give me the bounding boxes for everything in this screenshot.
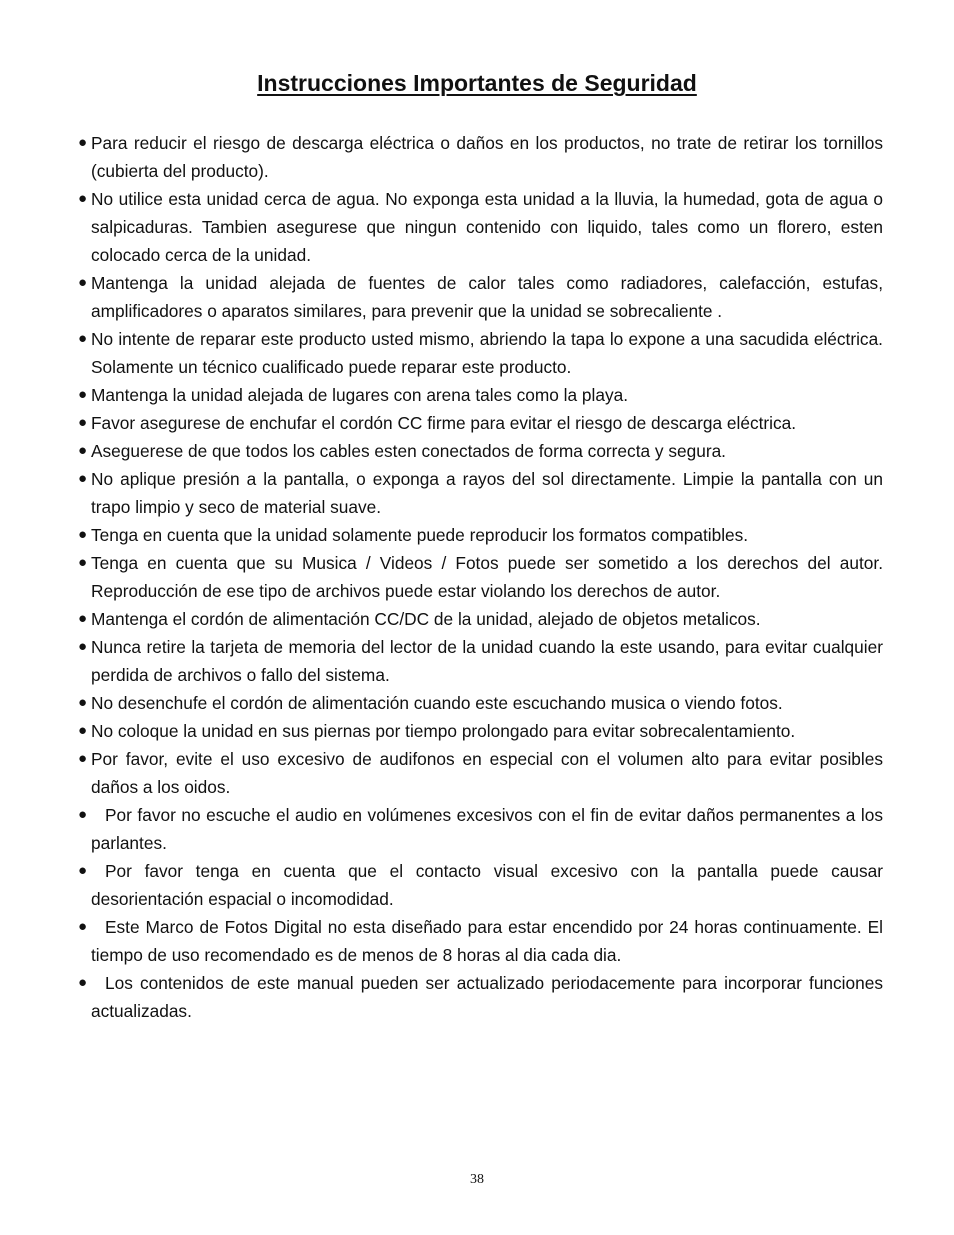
- bullet-icon: ●: [78, 862, 88, 879]
- bullet-icon: ●: [78, 274, 88, 291]
- bullet-icon: ●: [78, 610, 88, 627]
- list-item-text: Por favor tenga en cuenta que el contacto visual excesivo con la pantalla puede causar desorientación espacial o incomodidad.: [91, 861, 883, 909]
- bullet-icon: ●: [78, 414, 88, 431]
- list-item-text: No utilice esta unidad cerca de agua. No exponga esta unidad a la lluvia, la humedad, gota de agua o salpicaduras. Tambien asegurese que ningun contenido con liquido, tales como un florero, esten colocado cerca de la unidad.: [91, 189, 883, 265]
- list-item-text: No intente de reparar este producto usted mismo, abriendo la tapa lo expone a una sacudida eléctrica. Solamente un técnico cualificado puede reparar este producto.: [91, 329, 883, 377]
- list-item: [78, 325, 883, 381]
- list-item-text: Este Marco de Fotos Digital no esta diseñado para estar encendido por 24 horas continuamente. El tiempo de uso recomendado es de menos de 8 horas al dia cada dia.: [91, 917, 883, 965]
- list-item-text: No coloque la unidad en sus piernas por tiempo prolongado para evitar sobrecalentamiento.: [91, 721, 796, 741]
- list-item-text: No aplique presión a la pantalla, o exponga a rayos del sol directamente. Limpie la pantalla con un trapo limpio y seco de material suave.: [91, 469, 883, 517]
- bullet-icon: ●: [78, 806, 88, 823]
- bullet-icon: ●: [78, 470, 88, 487]
- list-item-text: Favor asegurese de enchufar el cordón CC firme para evitar el riesgo de descarga eléctrica.: [91, 413, 797, 433]
- list-item: [78, 633, 883, 689]
- list-item: [78, 969, 883, 1025]
- list-item: [78, 689, 883, 717]
- list-item-text: Tenga en cuenta que su Musica / Videos / Fotos puede ser sometido a los derechos del autor. Reproducción de ese tipo de archivos puede estar violando los derechos de autor.: [91, 553, 883, 601]
- bullet-icon: ●: [78, 526, 88, 543]
- bullet-icon: ●: [78, 442, 88, 459]
- list-item: [78, 185, 883, 269]
- bullet-icon: ●: [78, 134, 88, 151]
- list-item: [78, 605, 883, 633]
- list-item: [78, 857, 883, 913]
- list-item-text: Tenga en cuenta que la unidad solamente puede reproducir los formatos compatibles.: [91, 525, 749, 545]
- list-item: [78, 129, 883, 185]
- list-item-text: No desenchufe el cordón de alimentación cuando este escuchando musica o viendo fotos.: [91, 693, 783, 713]
- bullet-icon: ●: [78, 918, 88, 935]
- list-item-text: Mantenga la unidad alejada de fuentes de calor tales como radiadores, calefacción, estufas, amplificadores o aparatos similares, para prevenir que la unidad se sobrecaliente .: [91, 273, 883, 321]
- list-item-text: Por favor no escuche el audio en volúmenes excesivos con el fin de evitar daños permanentes a los parlantes.: [91, 805, 883, 853]
- page-number: 38: [470, 1172, 484, 1187]
- list-item: [78, 549, 883, 605]
- list-item-text: Los contenidos de este manual pueden ser actualizado periodacemente para incorporar funciones actualizadas.: [91, 973, 883, 1021]
- safety-instructions-list: [78, 129, 883, 1025]
- list-item: [78, 381, 883, 409]
- list-item: [78, 801, 883, 857]
- bullet-icon: ●: [78, 554, 88, 571]
- list-item: [78, 521, 883, 549]
- list-item-text: Por favor, evite el uso excesivo de audifonos en especial con el volumen alto para evitar posibles daños a los oidos.: [91, 749, 883, 797]
- bullet-icon: ●: [78, 638, 88, 655]
- bullet-icon: ●: [78, 694, 88, 711]
- bullet-icon: ●: [78, 974, 88, 991]
- list-item: [78, 913, 883, 969]
- bullet-icon: ●: [78, 190, 88, 207]
- bullet-icon: ●: [78, 722, 88, 739]
- list-item: [78, 465, 883, 521]
- list-item: [78, 717, 883, 745]
- bullet-icon: ●: [78, 386, 88, 403]
- list-item-text: Nunca retire la tarjeta de memoria del lector de la unidad cuando la este usando, para evitar cualquier perdida de archivos o fallo del sistema.: [91, 637, 883, 685]
- list-item: [78, 269, 883, 325]
- list-item-text: Para reducir el riesgo de descarga eléctrica o daños en los productos, no trate de retirar los tornillos (cubierta del producto).: [91, 133, 883, 181]
- list-item-text: Mantenga el cordón de alimentación CC/DC de la unidad, alejado de objetos metalicos.: [91, 609, 761, 629]
- bullet-icon: ●: [78, 750, 88, 767]
- bullet-icon: ●: [78, 330, 88, 347]
- list-item: [78, 409, 883, 437]
- page-title: Instrucciones Importantes de Seguridad: [257, 70, 697, 96]
- list-item-text: Aseguerese de que todos los cables esten conectados de forma correcta y segura.: [91, 441, 726, 461]
- list-item: [78, 437, 883, 465]
- list-item-text: Mantenga la unidad alejada de lugares con arena tales como la playa.: [91, 385, 629, 405]
- list-item: [78, 745, 883, 801]
